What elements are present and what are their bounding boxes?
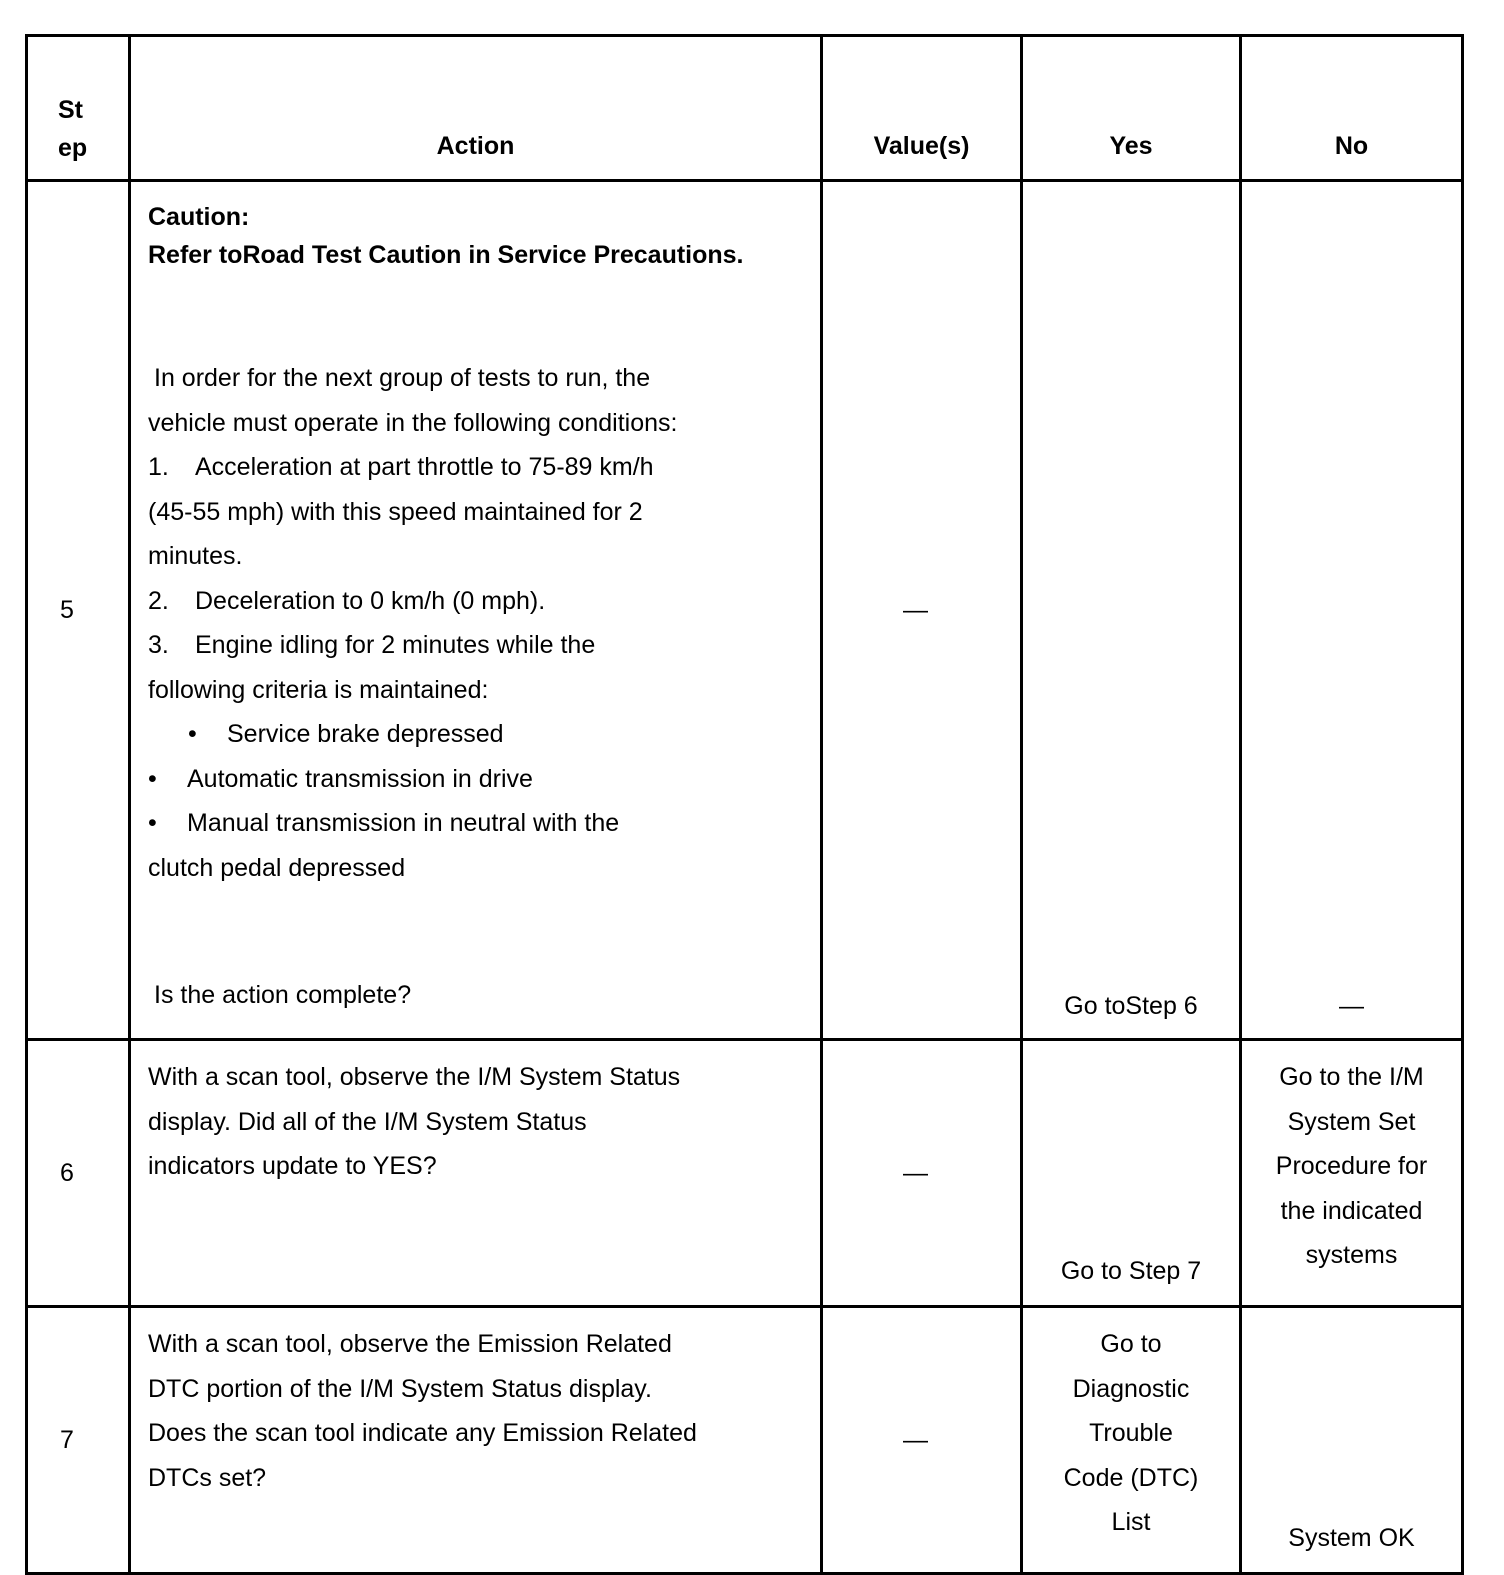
action-line: DTC portion of the I/M System Status display. [148, 1374, 652, 1403]
no-cell: System OK [1241, 1307, 1463, 1574]
list-item-3-cont: following criteria is maintained: [148, 675, 489, 704]
table-row-step-5 [27, 181, 1463, 1040]
list-item-3: 3. Engine idling for 2 minutes while the [148, 631, 596, 659]
intro-line: In order for the next group of tests to run, the [154, 364, 651, 392]
bullet-item: • Automatic transmission in drive [148, 764, 533, 793]
header-step [27, 36, 130, 181]
no-cell: — [1241, 181, 1463, 1040]
question-text: Is the action complete? [154, 981, 412, 1009]
caution-block [148, 182, 808, 274]
action-line: With a scan tool, observe the I/M System Status [148, 1063, 681, 1091]
header-step-line2: ep [58, 134, 88, 162]
header-no: No [1241, 36, 1463, 181]
header-step-line1: St [58, 96, 83, 124]
header-values: Value(s) [822, 36, 1022, 181]
yes-cell: Go toStep 6 [1022, 181, 1241, 1040]
value-cell: — [822, 1040, 1022, 1307]
caution-text: Refer toRoad Test Caution in Service Precautions. [148, 241, 744, 269]
table-header-row [27, 36, 1463, 181]
value-cell: — [822, 181, 1022, 1040]
no-cell: Go to the I/M System Set Procedure for the indicated systems [1241, 1040, 1463, 1307]
action-line: display. Did all of the I/M System Status [148, 1107, 587, 1136]
intro-line: vehicle must operate in the following conditions: [148, 408, 678, 437]
action-line: With a scan tool, observe the Emission Related [148, 1330, 672, 1358]
action-cell [130, 181, 822, 1040]
value-cell: — [822, 1307, 1022, 1574]
header-action: Action [130, 36, 822, 181]
header-yes: Yes [1022, 36, 1241, 181]
step-number: 6 [27, 1040, 130, 1307]
list-item-1-cont: minutes. [148, 542, 243, 570]
table-row-step-7 [27, 1307, 1463, 1574]
list-item-1-cont: (45-55 mph) with this speed maintained for 2 [148, 497, 643, 526]
bullet-item: • Manual transmission in neutral with the [148, 809, 620, 837]
action-line: indicators update to YES? [148, 1152, 437, 1180]
action-line: DTCs set? [148, 1463, 267, 1492]
table-row-step-6 [27, 1040, 1463, 1307]
step-number: 7 [27, 1307, 130, 1574]
diagnostic-step-table [25, 34, 1464, 1575]
yes-cell: Go to Step 7 [1022, 1040, 1241, 1307]
action-cell [130, 1040, 822, 1307]
list-item-1: 1. Acceleration at part throttle to 75-89 km/h [148, 453, 654, 481]
action-line: Does the scan tool indicate any Emission Related [148, 1419, 697, 1447]
action-cell [130, 1307, 822, 1574]
list-item-2: 2. Deceleration to 0 km/h (0 mph). [148, 586, 546, 615]
step-number: 5 [27, 181, 130, 1040]
bullet-item: • Service brake depressed [188, 720, 504, 748]
bullet-item-cont: clutch pedal depressed [148, 853, 406, 882]
caution-title: Caution: [148, 203, 250, 231]
yes-cell: Go to Diagnostic Trouble Code (DTC) List [1022, 1307, 1241, 1574]
